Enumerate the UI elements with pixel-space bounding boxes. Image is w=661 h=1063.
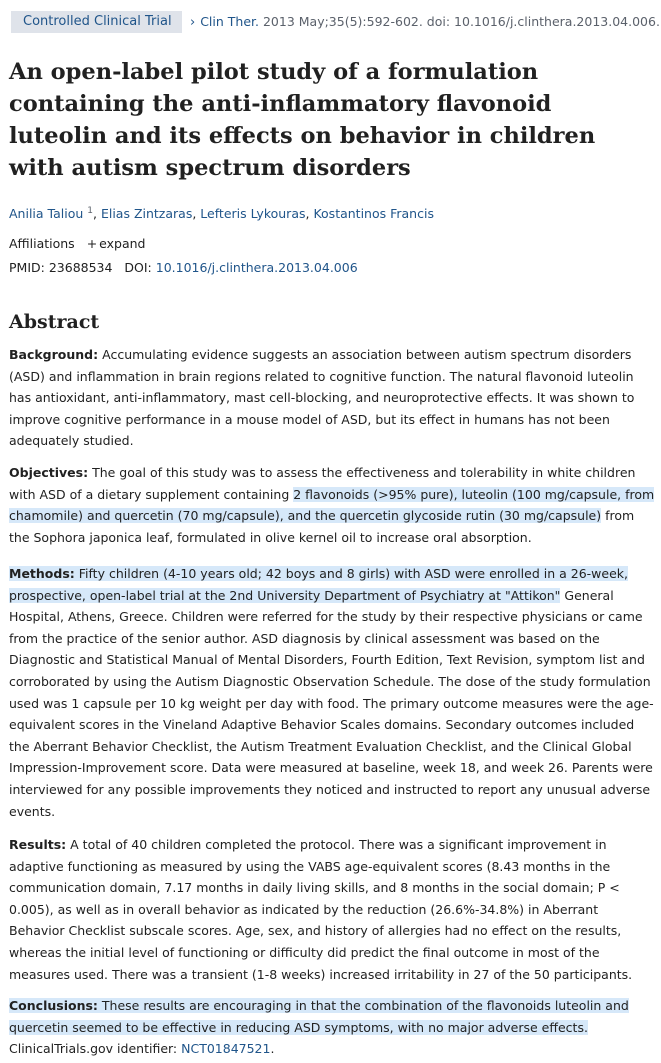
affiliations-label: Affiliations <box>9 236 75 251</box>
doi-label: DOI: <box>124 260 152 275</box>
methods-highlight: Fifty children (4-10 years old; 42 boys and 8 girls) with ASD were enrolled in a 26-week, prospective, open-label trial at the 2nd University Department of Psychiatry at "Attikon" <box>9 566 628 603</box>
conclusions-text: These results are encouraging in that the combination of the flavonoids luteolin and quercetin seemed to be effective in reducing ASD symptoms, with no major adverse effects. <box>9 998 629 1035</box>
trial-suffix: . <box>270 1041 275 1057</box>
pmid-value: 23688534 <box>48 260 113 275</box>
methods-label: Methods: <box>9 566 75 581</box>
results-text: A total of 40 children completed the protocol. There was a significant improvement in adaptive functioning as measured by using the VABS age-equivalent scores (8.43 months in the communication domain, 7.17 months in daily living skills, and 8 months in the social domain; P < 0.005), as well as in overall behavior as indicated by the reduction (26.6%-34.8%) in Aberrant Behavior Checklist subscale scores. Age, sex, and history of allergies had no effect on the results, whereas the initial level of functioning or difficulty did predict the final outcome in most of the measures used. There was a transient (1-8 weeks) increased irritability in 27 of the 50 participants. <box>9 837 633 982</box>
publication-type-badge[interactable]: Controlled Clinical Trial <box>11 11 182 33</box>
identifiers-row <box>9 258 358 278</box>
abstract-heading: Abstract <box>9 311 100 333</box>
trial-id-link[interactable]: NCT01847521 <box>181 1041 271 1057</box>
objectives-text: The goal of this study was to assess the effectiveness and tolerability in white children with ASD of a dietary supplement containing <box>9 465 636 502</box>
citation-bar <box>0 0 661 40</box>
author-link[interactable]: Anilia Taliou <box>9 206 84 222</box>
author-link[interactable]: Kostantinos Francis <box>313 206 434 222</box>
objectives-label: Objectives: <box>9 465 89 480</box>
author-list: Anilia Taliou $^1$, Elias Zintzaras, Lefteris Lykouras, Kostantinos Francis <box>9 206 434 222</box>
citation-details: 2013 May;35(5):592-602. doi: 10.1016/j.clinthera.2013.04.006. <box>259 14 660 29</box>
author-link[interactable]: Elias Zintzaras <box>100 206 193 222</box>
chevron-right-icon: › <box>190 15 196 30</box>
abstract-objectives <box>9 462 655 548</box>
methods-text: General Hospital, Athens, Greece. Children were referred for the study by their respective physicians or came from the practice of the senior author. ASD diagnosis by clinical assessment was based on the Diagnostic and Statistical Manual of Mental Disorders, Fourth Edition, Text Revision, symptom list and corroborated by using the Autism Diagnostic Observation Schedule. The dose of the study formulation used was 1 capsule per 10 kg weight per day with food. The primary outcome measures were the age-equivalent scores in the Vineland Adaptive Behavior Scales domains. Secondary outcomes included the Aberrant Behavior Checklist, the Autism Treatment Evaluation Checklist, and the Clinical Global Impression-Improvement score. Data were measured at baseline, week 18, and week 26. Parents were interviewed for any possible improvements they noticed and instructed to report any unusual adverse events. <box>9 587 654 819</box>
conclusions-label: Conclusions: <box>9 998 98 1013</box>
affiliation-number[interactable]: 1 <box>87 206 93 216</box>
author-link[interactable]: Lefteris Lykouras <box>200 206 306 222</box>
background-text: Accumulating evidence suggests an association between autism spectrum disorders (ASD) and inflammation in brain regions related to cognitive function. The natural flavonoid luteolin has antioxidant, anti-inflammatory, mast cell-blocking, and neuroprotective effects. It was shown to improve cognitive performance in a mouse model of ASD, but its effect in humans has not been adequately studied. <box>9 347 635 449</box>
results-label: Results: <box>9 837 67 852</box>
article-title: An open-label pilot study of a formulation containing the anti-inflammatory flavonoid luteolin and its effects on behavior in children with autism spectrum disorders <box>9 59 596 181</box>
abstract-methods <box>9 563 655 822</box>
trial-label: ClinicalTrials.gov identifier: <box>9 1041 182 1057</box>
abstract-background <box>9 344 655 452</box>
abstract-conclusions <box>9 995 655 1060</box>
pmid-label: PMID: <box>9 260 45 275</box>
affiliations-row <box>9 234 146 254</box>
abstract-results <box>9 834 655 985</box>
plus-icon[interactable]: + <box>86 236 98 251</box>
objectives-highlight: 2 flavonoids (>95% pure), luteolin (100 mg/capsule, from chamomile) and quercetin (70 mg/capsule), and the quercetin glycoside rutin (30 mg/capsule) <box>9 486 655 524</box>
objectives-text-end: from the Sophora japonica leaf, formulated in olive kernel oil to increase oral absorption. <box>9 508 635 545</box>
background-label: Background: <box>9 347 99 362</box>
expand-button[interactable]: expand <box>99 236 146 251</box>
citation-line <box>190 12 660 33</box>
journal-link[interactable]: Clin Ther. <box>200 14 259 29</box>
doi-link[interactable]: 10.1016/j.clinthera.2013.04.006 <box>155 260 358 275</box>
